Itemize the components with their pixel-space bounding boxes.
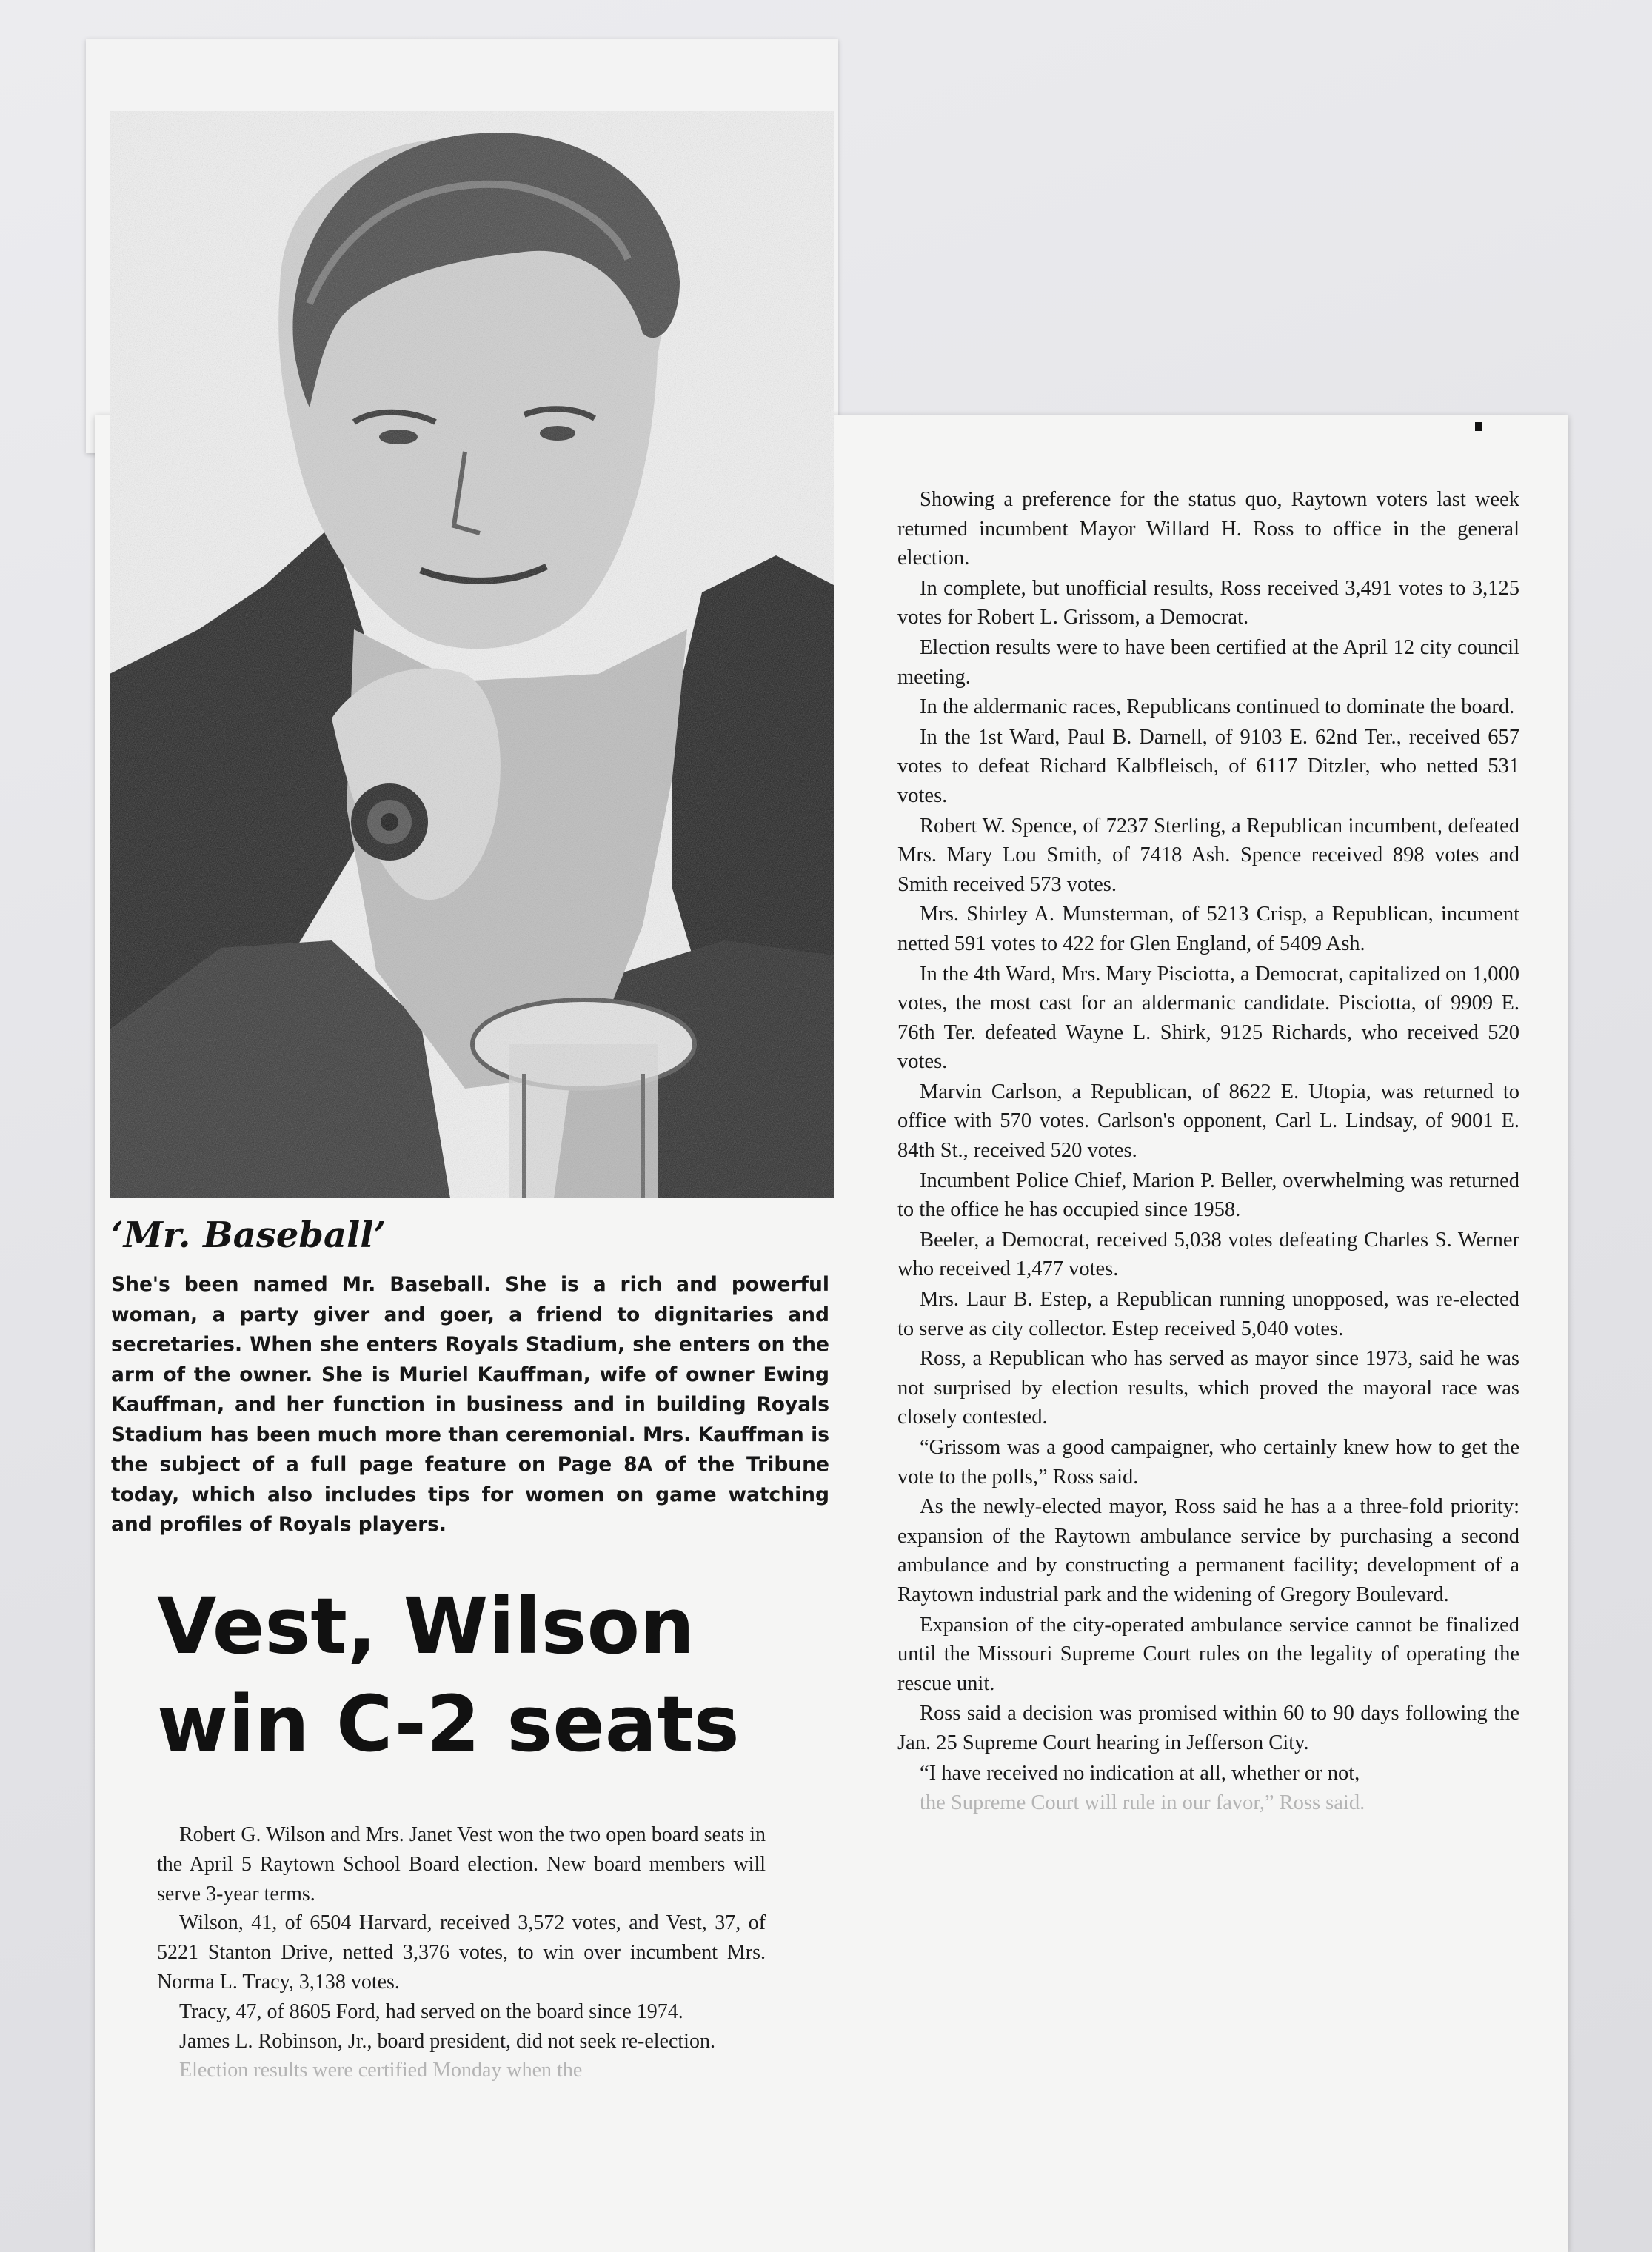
portrait-photo-drawing xyxy=(110,111,834,1198)
column-paragraph: In the aldermanic races, Republicans continued to dominate the board. xyxy=(920,695,1515,719)
ink-mark xyxy=(1475,422,1482,431)
column-paragraph: In the 4th Ward, Mrs. Mary Pisciotta, a Democrat, capitalized on 1,000 votes, the most cast for an aldermanic candidate. Pisciotta, of 9909 E. 76th Ter. defeated Wayne L. Shirk, 9125 Richards, who received 520 votes. xyxy=(897,962,1519,1074)
election-results-column xyxy=(897,485,1519,1819)
story-paragraph: James L. Robinson, Jr., board president, did not seek re-election. xyxy=(179,2029,715,2053)
column-paragraph: Ross said a decision was promised within 60 to 90 days following the Jan. 25 Supreme Court hearing in Jefferson City. xyxy=(897,1702,1519,1754)
column-paragraph: Expansion of the city-operated ambulance service cannot be finalized until the Missouri Supreme Court rules on the legality of operating the rescue unit. xyxy=(897,1613,1519,1695)
column-paragraph: As the newly-elected mayor, Ross said he has a a three-fold priority: expansion of the Raytown ambulance service by purchasing a second ambulance and by constructing a permanent facility; development of a Raytown industrial park and the widening of Gregory Boulevard. xyxy=(897,1495,1519,1606)
portrait-photo xyxy=(110,111,834,1198)
caption-title: ‘Mr. Baseball’ xyxy=(111,1214,387,1256)
column-paragraph: Robert W. Spence, of 7237 Sterling, a Republican incumbent, defeated Mrs. Mary Lou Smith, of 7418 Ash. Spence received 898 votes and Smith received 573 votes. xyxy=(897,814,1519,896)
column-paragraph: Mrs. Shirley A. Munsterman, of 5213 Crisp, a Republican, incument netted 591 votes to 422 for Glen England, of 5409 Ash. xyxy=(897,903,1519,955)
column-paragraph: Showing a preference for the status quo, Raytown voters last week returned incumbent Mayor Willard H. Ross to office in the general election. xyxy=(897,488,1519,570)
story-paragraph: Robert G. Wilson and Mrs. Janet Vest won the two open board seats in the April 5 Raytown School Board election. New board members will serve 3-year terms. xyxy=(157,1823,766,1905)
story-paragraph-faded: Election results were certified Monday when the xyxy=(179,2059,583,2082)
column-paragraph-faded: the Supreme Court will rule in our favor,” Ross said. xyxy=(920,1791,1365,1815)
story-paragraph: Wilson, 41, of 6504 Harvard, received 3,572 votes, and Vest, 37, of 5221 Stanton Drive, netted 3,376 votes, to win over incumbent Mrs. Norma L. Tracy, 3,138 votes. xyxy=(157,1911,766,1994)
column-paragraph: Incumbent Police Chief, Marion P. Beller, overwhelming was returned to the office he has occupied since 1958. xyxy=(897,1169,1519,1222)
column-paragraph: Beeler, a Democrat, received 5,038 votes defeating Charles S. Werner who received 1,477 votes. xyxy=(897,1228,1519,1281)
column-paragraph: In the 1st Ward, Paul B. Darnell, of 9103 E. 62nd Ter., received 657 votes to defeat Richard Kalbfleisch, of 6117 Ditzler, who netted 531 votes. xyxy=(897,725,1519,807)
column-paragraph: Ross, a Republican who has served as mayor since 1973, said he was not surprised by election results, which proved the mayoral race was closely contested. xyxy=(897,1347,1519,1429)
school-board-story xyxy=(157,1820,766,2085)
column-paragraph: Mrs. Laur B. Estep, a Republican running unopposed, was re-elected to serve as city collector. Estep received 5,040 votes. xyxy=(897,1288,1519,1340)
column-paragraph: “Grissom was a good campaigner, who certainly knew how to get the vote to the polls,” Ross said. xyxy=(897,1436,1519,1488)
column-paragraph: In complete, but unofficial results, Ross received 3,491 votes to 3,125 votes for Robert L. Grissom, a Democrat. xyxy=(897,576,1519,629)
headline-line-2: win C-2 seats xyxy=(157,1679,740,1769)
column-paragraph: “I have received no indication at all, whether or not, xyxy=(920,1761,1360,1785)
column-paragraph: Election results were to have been certified at the April 12 city council meeting. xyxy=(897,635,1519,689)
caption-body: She's been named Mr. Baseball. She is a rich and powerful woman, a party giver and goer, a friend to dignitaries and secretaries. When she enters Royals Stadium, she enters on the arm of the owner. She is Muriel Kauffman, wife of owner Ewing Kauffman, and her function in business and in building Royals Stadium has been much more than ceremonial. Mrs. Kauffman is the subject of a full page feature on Page 8A of the Tribune today, which also includes tips for women on game watching and profiles of Royals players. xyxy=(111,1273,829,1536)
headline xyxy=(157,1577,809,1773)
column-paragraph: Marvin Carlson, a Republican, of 8622 E. Utopia, was returned to office with 570 votes. Carlson's opponent, Carl L. Lindsay, of 9001 E. 84th St., received 520 votes. xyxy=(897,1080,1519,1163)
story-paragraph: Tracy, 47, of 8605 Ford, had served on the board since 1974. xyxy=(179,1999,683,2023)
headline-line-1: Vest, Wilson xyxy=(157,1581,695,1671)
